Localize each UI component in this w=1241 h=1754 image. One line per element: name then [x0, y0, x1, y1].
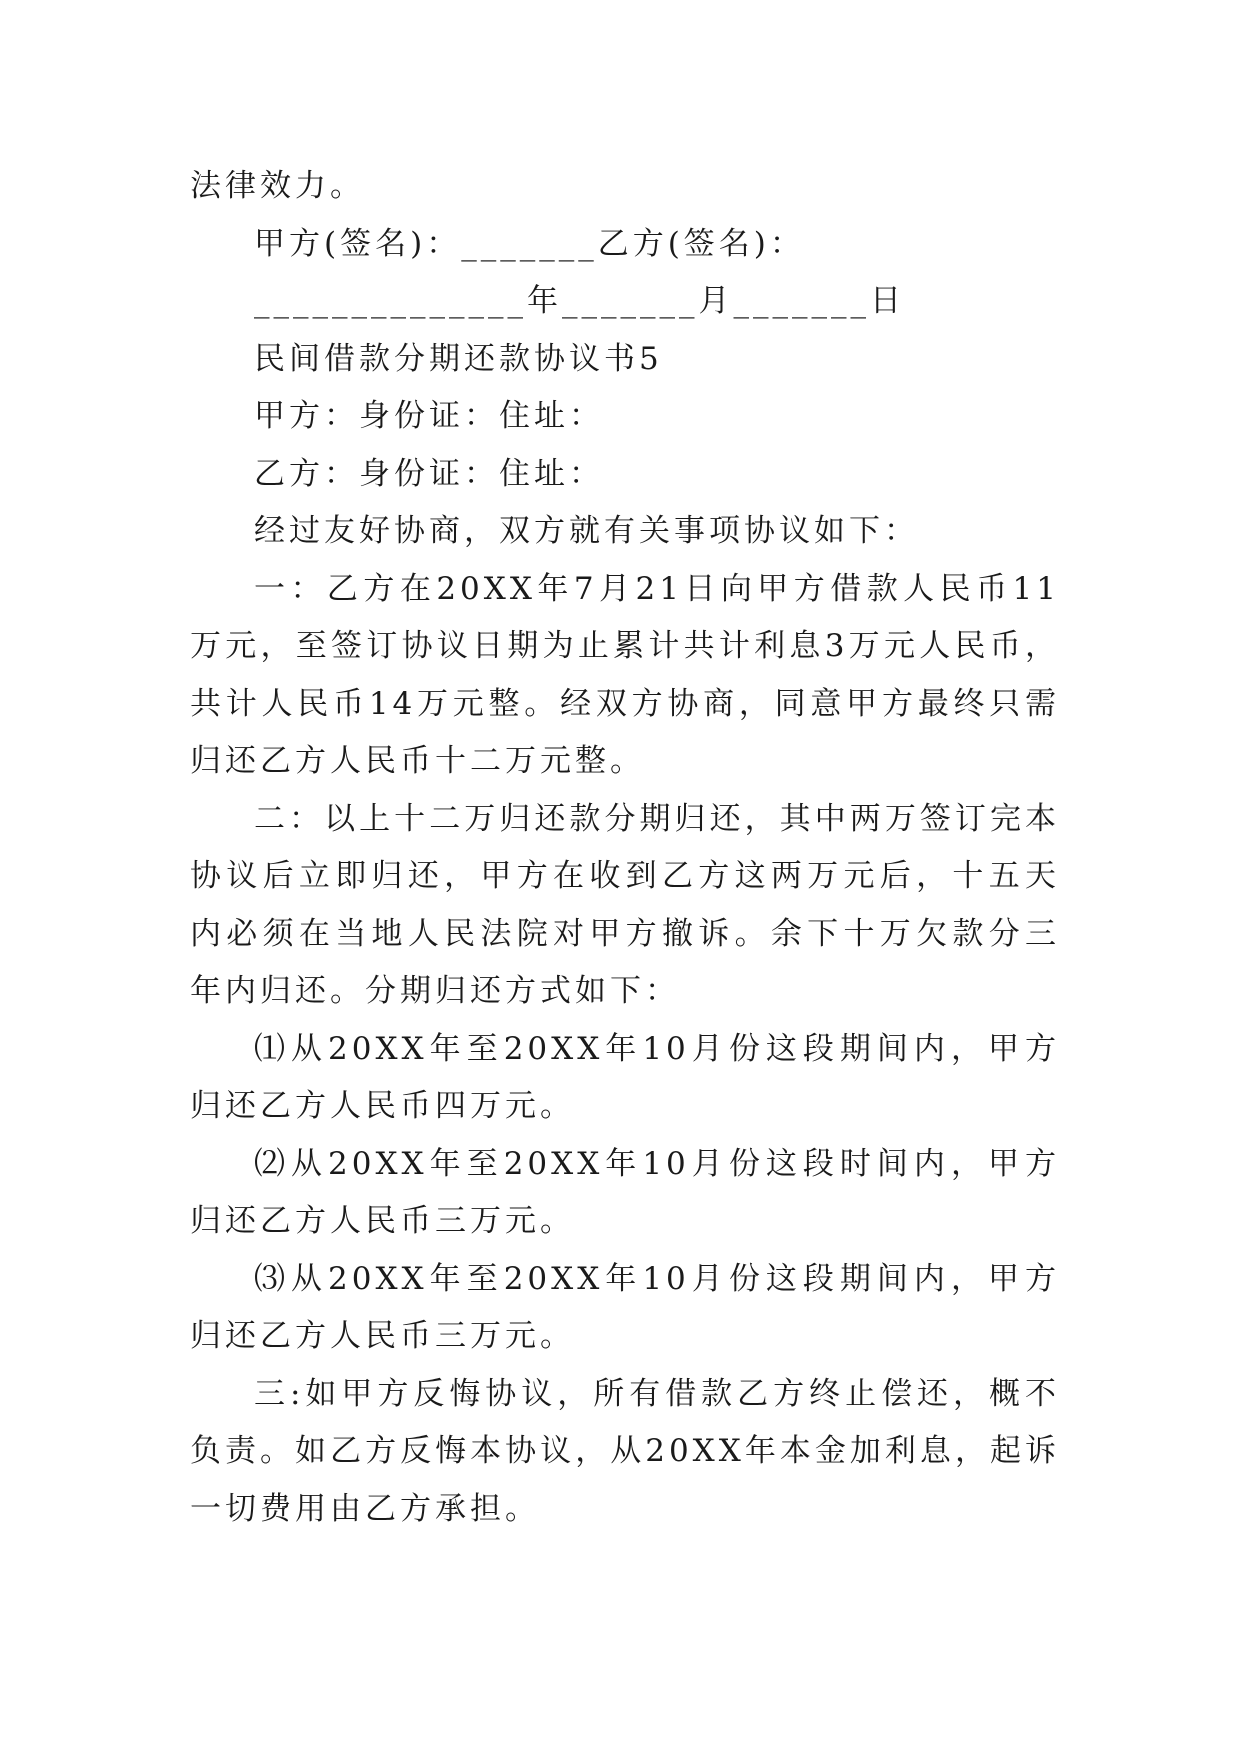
paragraph-intro: 经过友好协商，双方就有关事项协议如下： — [254, 513, 919, 549]
paragraph-signatures: 甲方(签名)：_______乙方(签名)： — [254, 225, 805, 262]
paragraph-installment-3: ⑶从20XX年至20XX年10月份这段期间内，甲方归还乙方人民币三万元。 — [190, 1260, 1060, 1354]
paragraph-legal-effect: 法律效力。 — [190, 168, 365, 204]
paragraph-date-line: ______________年_______月_______日 — [254, 283, 905, 319]
paragraph-party-b: 乙方：身份证：住址： — [254, 455, 604, 492]
paragraph-clause-3: 三:如甲方反悔协议，所有借款乙方终止偿还，概不负责。如乙方反悔本协议，从20XX年本金加利息，起诉一切费用由乙方承担。 — [190, 1375, 1060, 1527]
paragraph-installment-1: ⑴从20XX年至20XX年10月份这段期间内，甲方归还乙方人民币四万元。 — [190, 1030, 1060, 1124]
document-body — [190, 158, 1060, 1538]
paragraph-clause-2: 二：以上十二万归还款分期归还，其中两万签订完本协议后立即归还，甲方在收到乙方这两万元后，十五天内必须在当地人民法院对甲方撤诉。余下十万欠款分三年内归还。分期归还方式如下： — [190, 800, 1060, 1009]
paragraph-party-a: 甲方：身份证：住址： — [254, 398, 604, 434]
document-title: 民间借款分期还款协议书5 — [254, 340, 663, 377]
paragraph-clause-1: 一：乙方在20XX年7月21日向甲方借款人民币11万元，至签订协议日期为止累计共计利息3万元人民币，共计人民币14万元整。经双方协商，同意甲方最终只需归还乙方人民币十二万元整。 — [190, 570, 1060, 779]
paragraph-installment-2: ⑵从20XX年至20XX年10月份这段时间内，甲方归还乙方人民币三万元。 — [190, 1145, 1060, 1239]
